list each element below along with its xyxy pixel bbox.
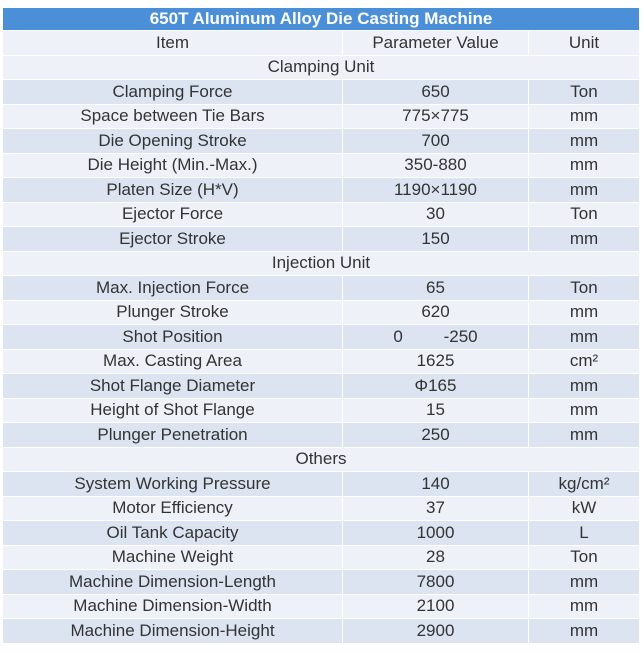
row-unit: mm [529, 398, 640, 423]
table-row [3, 594, 640, 619]
table-row [3, 398, 640, 423]
row-item: Machine Weight [3, 545, 343, 570]
row-value: 2900 [343, 619, 529, 644]
row-unit: mm [529, 619, 640, 644]
row-unit: Ton [529, 80, 640, 105]
row-item: Shot Position [3, 325, 343, 350]
row-item: Machine Dimension-Width [3, 594, 343, 619]
shot-position-a: 0 [393, 326, 403, 346]
row-value: Φ165 [343, 374, 529, 399]
row-unit: kg/cm² [529, 472, 640, 497]
table-row [3, 129, 640, 154]
row-value-pair [343, 325, 529, 350]
table-row [3, 374, 640, 399]
row-value: 2100 [343, 594, 529, 619]
table-row [3, 325, 640, 350]
row-unit: L [529, 521, 640, 546]
header-unit: Unit [529, 31, 640, 56]
row-item: Clamping Force [3, 80, 343, 105]
table-row [3, 521, 640, 546]
row-unit: mm [529, 129, 640, 154]
row-item: Ejector Stroke [3, 227, 343, 252]
row-unit: mm [529, 227, 640, 252]
row-unit: Ton [529, 545, 640, 570]
row-item: Max. Injection Force [3, 276, 343, 301]
row-item: System Working Pressure [3, 472, 343, 497]
table-row [3, 496, 640, 521]
row-unit: mm [529, 423, 640, 448]
row-value: 15 [343, 398, 529, 423]
header-item: Item [3, 31, 343, 56]
table-row [3, 80, 640, 105]
row-item: Die Height (Min.-Max.) [3, 153, 343, 178]
row-value: 775×775 [343, 104, 529, 129]
row-value: 620 [343, 300, 529, 325]
row-unit: cm² [529, 349, 640, 374]
row-item: Oil Tank Capacity [3, 521, 343, 546]
row-value: 140 [343, 472, 529, 497]
table-row [3, 472, 640, 497]
section-title: Clamping Unit [3, 55, 640, 80]
row-item: Plunger Penetration [3, 423, 343, 448]
table-row [3, 276, 640, 301]
row-unit: mm [529, 104, 640, 129]
header-row [3, 31, 640, 56]
row-item: Ejector Force [3, 202, 343, 227]
spec-table-container [2, 7, 639, 644]
row-unit: Ton [529, 276, 640, 301]
row-value: 37 [343, 496, 529, 521]
table-title: 650T Aluminum Alloy Die Casting Machine [3, 8, 640, 31]
row-item: Shot Flange Diameter [3, 374, 343, 399]
row-unit: mm [529, 325, 640, 350]
row-value: 700 [343, 129, 529, 154]
row-item: Platen Size (H*V) [3, 178, 343, 203]
row-item: Machine Dimension-Length [3, 570, 343, 595]
row-unit: mm [529, 178, 640, 203]
row-unit: kW [529, 496, 640, 521]
section-title: Injection Unit [3, 251, 640, 276]
row-value: 250 [343, 423, 529, 448]
section-title: Others [3, 447, 640, 472]
table-row [3, 570, 640, 595]
table-row [3, 423, 640, 448]
row-unit: mm [529, 300, 640, 325]
row-item: Space between Tie Bars [3, 104, 343, 129]
table-row [3, 104, 640, 129]
row-unit: mm [529, 594, 640, 619]
row-item: Machine Dimension-Height [3, 619, 343, 644]
row-value: 7800 [343, 570, 529, 595]
row-item: Die Opening Stroke [3, 129, 343, 154]
row-unit: mm [529, 374, 640, 399]
row-value: 650 [343, 80, 529, 105]
row-value: 30 [343, 202, 529, 227]
row-value: 1625 [343, 349, 529, 374]
row-value: 1000 [343, 521, 529, 546]
shot-position-b: -250 [443, 326, 478, 346]
row-item: Max. Casting Area [3, 349, 343, 374]
table-row [3, 619, 640, 644]
row-unit: Ton [529, 202, 640, 227]
spec-table [2, 7, 640, 644]
row-value: 28 [343, 545, 529, 570]
table-row [3, 349, 640, 374]
row-value: 150 [343, 227, 529, 252]
row-value: 65 [343, 276, 529, 301]
row-unit: mm [529, 570, 640, 595]
table-row [3, 202, 640, 227]
table-row [3, 300, 640, 325]
row-value: 1190×1190 [343, 178, 529, 203]
row-unit: mm [529, 153, 640, 178]
header-value: Parameter Value [343, 31, 529, 56]
row-item: Height of Shot Flange [3, 398, 343, 423]
row-value: 350-880 [343, 153, 529, 178]
table-row [3, 178, 640, 203]
table-row [3, 227, 640, 252]
row-item: Plunger Stroke [3, 300, 343, 325]
table-row [3, 153, 640, 178]
row-item: Motor Efficiency [3, 496, 343, 521]
table-row [3, 545, 640, 570]
